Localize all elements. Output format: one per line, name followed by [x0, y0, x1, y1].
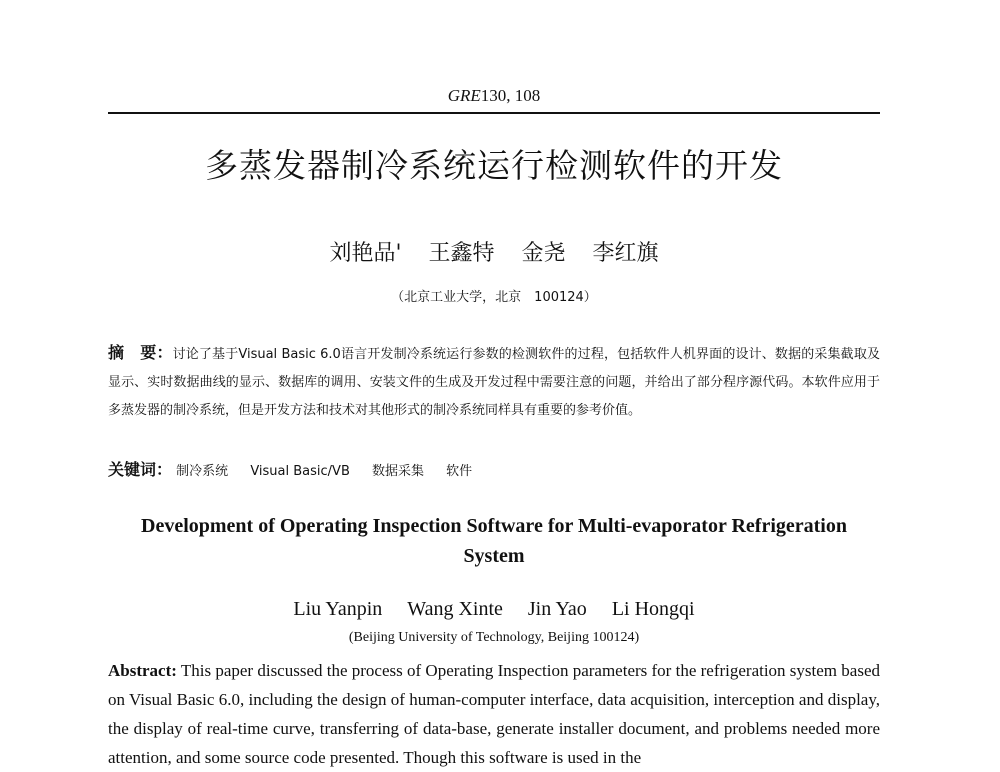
keyword-4: 软件	[446, 464, 473, 479]
author-cn-2: 王鑫特	[428, 241, 495, 266]
author-list-chinese	[108, 236, 880, 267]
abstract-chinese-text: 讨论了基于Visual Basic 6.0语言开发制冷系统运行参数的检测软件的过程，包括软件人机界面的设计、数据的采集截取及显示、实时数据曲线的显示、数据库的调用、安装文件的生成及开发过程中需要注意的问题，并给出了部分程序源代码。本软件应用于多蒸发器的制冷系统，但是开发方法和技术对其他形式的制冷系统同样具有重要的参考价值。	[108, 347, 880, 418]
author-cn-1: 刘艳品'	[329, 241, 402, 266]
author-en-2: Wang Xinte	[407, 598, 503, 620]
keyword-2: Visual Basic/VB	[250, 464, 350, 479]
keywords-chinese	[108, 457, 880, 480]
author-cn-3: 金尧	[521, 241, 566, 266]
abstract-chinese	[108, 339, 880, 425]
keyword-1: 制冷系统	[176, 464, 229, 479]
author-en-1: Liu Yanpin	[293, 598, 383, 620]
author-list-english	[108, 598, 880, 621]
paper-title-english: Development of Operating Inspection Software for Multi-evaporator Refrigeration System	[141, 515, 847, 567]
affiliation-english: (Beijing University of Technology, Beijing 100124)	[348, 630, 640, 645]
author-en-4: Li Hongqi	[611, 598, 695, 620]
abstract-english-text: This paper discussed the process of Operating Inspection parameters for the refrigeration system based on Visual Basic 6.0, including the design of human-computer interface, data acquisition, interception and display, the display of real-time curve, transferring of data-base, generate installer document, and problems needed more attention, and some source code presented. Though this software is used in the	[108, 661, 880, 767]
keywords-label: 关键词：	[108, 460, 173, 479]
classification-code	[108, 86, 880, 106]
classification-code-number: 130, 108	[480, 86, 541, 105]
abstract-english-label: Abstract:	[108, 661, 177, 680]
author-en-3: Jin Yao	[527, 598, 587, 620]
keyword-3: 数据采集	[372, 464, 425, 479]
author-cn-4: 李红旗	[592, 241, 659, 266]
abstract-english	[108, 656, 880, 772]
abstract-chinese-label: 摘 要：	[108, 343, 173, 362]
paper-title-chinese: 多蒸发器制冷系统运行检测软件的开发	[205, 146, 783, 185]
classification-code-prefix: GRE	[447, 86, 481, 105]
affiliation-chinese: （北京工业大学，北京 100124）	[391, 290, 597, 305]
header-rule	[108, 112, 880, 114]
